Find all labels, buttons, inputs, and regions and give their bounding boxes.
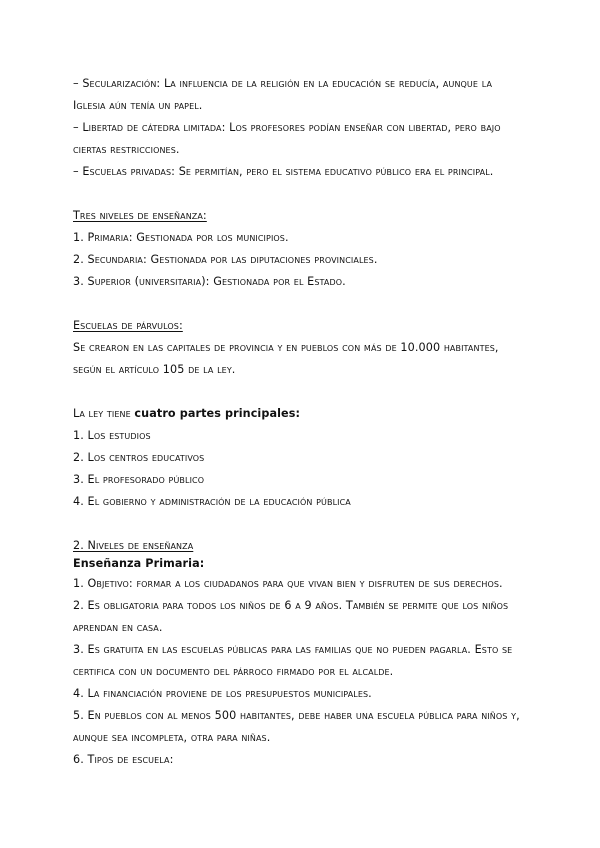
law-parts-intro (73, 407, 300, 421)
list-item: 4. El gobierno y administración de la educación pública (73, 495, 351, 508)
list-item: 1. Los estudios (73, 429, 151, 442)
section-heading-levels: Tres niveles de enseñanza: (73, 209, 207, 222)
list-item: 2. Secundaria: Gestionada por las diputaciones provinciales. (73, 253, 378, 266)
section-heading-niveles: 2. Niveles de enseñanza (73, 539, 194, 552)
list-item-continuation: certifica con un documento del párroco firmado por el alcalde. (73, 665, 394, 678)
paragraph-line: – Escuelas privadas: Se permitían, pero el sistema educativo público era el principal. (73, 165, 494, 178)
subheading-primaria: Enseñanza Primaria: (73, 557, 205, 570)
paragraph-line: Se crearon en las capitales de provincia y en pueblos con más de 10.000 habitantes, (73, 341, 499, 354)
list-item-continuation: aunque sea incompleta, otra para niñas. (73, 731, 271, 744)
law-parts-text: La ley tiene (73, 407, 135, 420)
paragraph-line: según el artículo 105 de la ley. (73, 363, 236, 376)
paragraph-line: ciertas restricciones. (73, 143, 180, 156)
list-item: 5. En pueblos con al menos 500 habitantes, debe haber una escuela pública para niños y, (73, 709, 520, 722)
list-item: 3. Superior (universitaria): Gestionada por el Estado. (73, 275, 346, 288)
list-item: 4. La financiación proviene de los presupuestos municipales. (73, 687, 372, 700)
law-parts-bold: cuatro partes principales: (134, 407, 301, 420)
list-item-continuation: aprendan en casa. (73, 621, 163, 634)
paragraph-line: Iglesia aún tenía un papel. (73, 99, 203, 112)
list-item: 1. Objetivo: formar a los ciudadanos para que vivan bien y disfruten de sus derechos. (73, 577, 503, 590)
list-item: 1. Primaria: Gestionada por los municipios. (73, 231, 289, 244)
section-heading-parvulos: Escuelas de párvulos: (73, 319, 183, 332)
paragraph-line: – Libertad de cátedra limitada: Los profesores podían enseñar con libertad, pero bajo (73, 121, 501, 134)
paragraph-line: – Secularización: La influencia de la religión en la educación se reducía, aunque la (73, 77, 493, 90)
list-item: 2. Es obligatoria para todos los niños de 6 a 9 años. También se permite que los niños (73, 599, 509, 612)
list-item: 2. Los centros educativos (73, 451, 205, 464)
list-item: 6. Tipos de escuela: (73, 753, 174, 766)
list-item: 3. Es gratuita en las escuelas públicas para las familias que no pueden pagarla. Esto se (73, 643, 513, 656)
list-item: 3. El profesorado público (73, 473, 205, 486)
